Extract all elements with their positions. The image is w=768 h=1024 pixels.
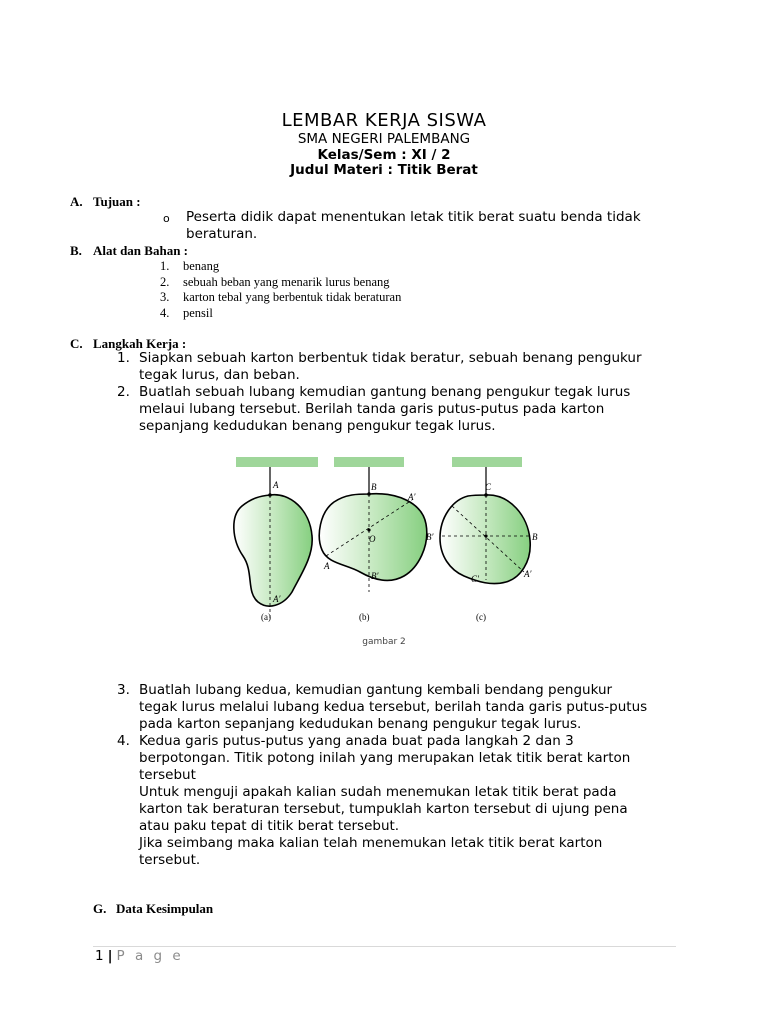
hole-point	[268, 493, 272, 497]
list-item-text: benang	[183, 259, 220, 273]
section-b-title: Alat dan Bahan :	[93, 243, 188, 258]
ceiling-bar	[452, 457, 522, 467]
list-item	[117, 384, 642, 435]
step-number: 2.	[117, 384, 130, 400]
panel-a	[234, 457, 318, 622]
panel-label: (b)	[359, 612, 370, 622]
goal-line-1: Peserta didik dapat menentukan letak titik berat suatu benda tidak	[186, 209, 641, 225]
step-text-line: sepanjang kedudukan benang pengukur tegak lurus.	[139, 418, 496, 434]
materials-list	[160, 259, 401, 321]
page-footer	[95, 948, 184, 964]
list-item	[160, 290, 401, 306]
topic-title: Judul Materi : Titik Berat	[290, 162, 478, 178]
point-label: O	[369, 534, 376, 544]
page-word: P a g e	[116, 948, 184, 964]
footer-separator: |	[107, 948, 113, 964]
point-label: B′	[371, 571, 379, 581]
list-item	[117, 733, 647, 869]
list-item-number: 3.	[160, 290, 170, 304]
section-a-heading	[70, 194, 141, 210]
list-item	[117, 350, 642, 384]
step-text-line: Buatlah lubang kedua, kemudian gantung kembali bendang pengukur	[139, 682, 613, 698]
section-g-letter: G.	[93, 901, 107, 916]
cardboard-shape	[440, 495, 530, 584]
list-item	[160, 275, 401, 291]
center-point	[484, 534, 487, 537]
bullet-icon: o	[163, 212, 170, 225]
section-g-heading	[93, 901, 213, 917]
steps-list-1	[117, 350, 642, 435]
school-name: SMA NEGERI PALEMBANG	[297, 131, 471, 147]
list-item-text: pensil	[183, 305, 213, 320]
step-text-line: melaui lubang tersebut. Berilah tanda garis putus-putus pada karton	[139, 401, 605, 417]
step-text-line: berpotongan. Titik potong inilah yang merupakan letak titik berat karton	[139, 750, 631, 766]
list-item-number: 2.	[160, 274, 170, 289]
step-text-line: tersebut.	[139, 852, 201, 868]
point-label: A	[324, 561, 330, 571]
list-item-number: 1.	[160, 259, 170, 273]
step-text-line: Untuk menguji apakah kalian sudah menemukan letak titik berat pada	[139, 784, 617, 800]
list-item-text: sebuah beban yang menarik lurus benang	[183, 274, 390, 289]
step-text-line: Buatlah sebuah lubang kemudian gantung benang pengukur tegak lurus	[139, 384, 631, 400]
point-label: B	[371, 482, 377, 492]
step-text-line: tegak lurus, dan beban.	[139, 367, 300, 383]
point-label: A′	[273, 594, 281, 604]
section-a-title: Tujuan :	[93, 194, 141, 209]
step-text-line: Siapkan sebuah karton berbentuk tidak beratur, sebuah benang pengukur	[139, 350, 642, 366]
footer-divider	[93, 946, 676, 947]
ceiling-bar	[334, 457, 404, 467]
section-b-letter: B.	[70, 243, 82, 258]
page-number: 1	[95, 948, 104, 964]
steps-list-2	[117, 682, 647, 869]
center-point	[367, 528, 370, 531]
section-c-letter: C.	[70, 336, 83, 351]
panel-b	[319, 457, 426, 622]
section-c-title: Langkah Kerja :	[93, 336, 187, 351]
point-label: B′	[426, 532, 434, 542]
step-text-line: karton tak beraturan tersebut, tumpuklah karton tersebut di ujung pena	[139, 801, 628, 817]
figure-caption: gambar 2	[362, 637, 406, 647]
section-g-title: Data Kesimpulan	[116, 901, 214, 916]
list-item	[160, 259, 401, 275]
step-text-line: pada karton sepanjang kedudukan benang pengukur tegak lurus.	[139, 716, 582, 732]
step-number: 3.	[117, 682, 130, 698]
step-text-line: Kedua garis putus-putus yang anada buat pada langkah 2 dan 3	[139, 733, 574, 749]
point-label: A	[273, 480, 279, 490]
goal-line-2: beraturan.	[186, 226, 258, 242]
list-item	[160, 306, 401, 322]
panel-label: (a)	[261, 612, 271, 622]
step-text-line: atau paku tepat di titik berat tersebut.	[139, 818, 400, 834]
list-item-text: karton tebal yang berbentuk tidak beraturan	[183, 290, 402, 304]
step-number: 4.	[117, 733, 130, 749]
document-title: LEMBAR KERJA SISWA	[281, 110, 487, 131]
class-semester: Kelas/Sem : XI / 2	[317, 147, 451, 163]
step-text-line: tegak lurus melalui lubang kedua tersebut, berilah tanda garis putus-putus	[139, 699, 648, 715]
section-a-letter: A.	[70, 194, 83, 209]
section-b-heading	[70, 243, 188, 259]
step-number: 1.	[117, 350, 130, 366]
step-text-line: tersebut	[139, 767, 196, 783]
point-label: B	[532, 532, 538, 542]
hole-point	[367, 492, 371, 496]
panel-c	[426, 457, 538, 622]
panel-label: (c)	[476, 612, 486, 622]
list-item	[117, 682, 647, 733]
cardboard-shape	[234, 495, 312, 606]
point-label: C′	[471, 574, 479, 584]
list-item-number: 4.	[160, 305, 170, 320]
point-label: A′	[408, 492, 416, 502]
center-of-gravity-figure	[228, 452, 554, 632]
step-text-line: Jika seimbang maka kalian telah menemukan letak titik berat karton	[139, 835, 603, 851]
section-a-goal	[186, 209, 641, 243]
point-label: C	[485, 482, 492, 492]
point-label: A′	[524, 569, 532, 579]
ceiling-bar	[236, 457, 318, 467]
hole-point	[484, 493, 488, 497]
